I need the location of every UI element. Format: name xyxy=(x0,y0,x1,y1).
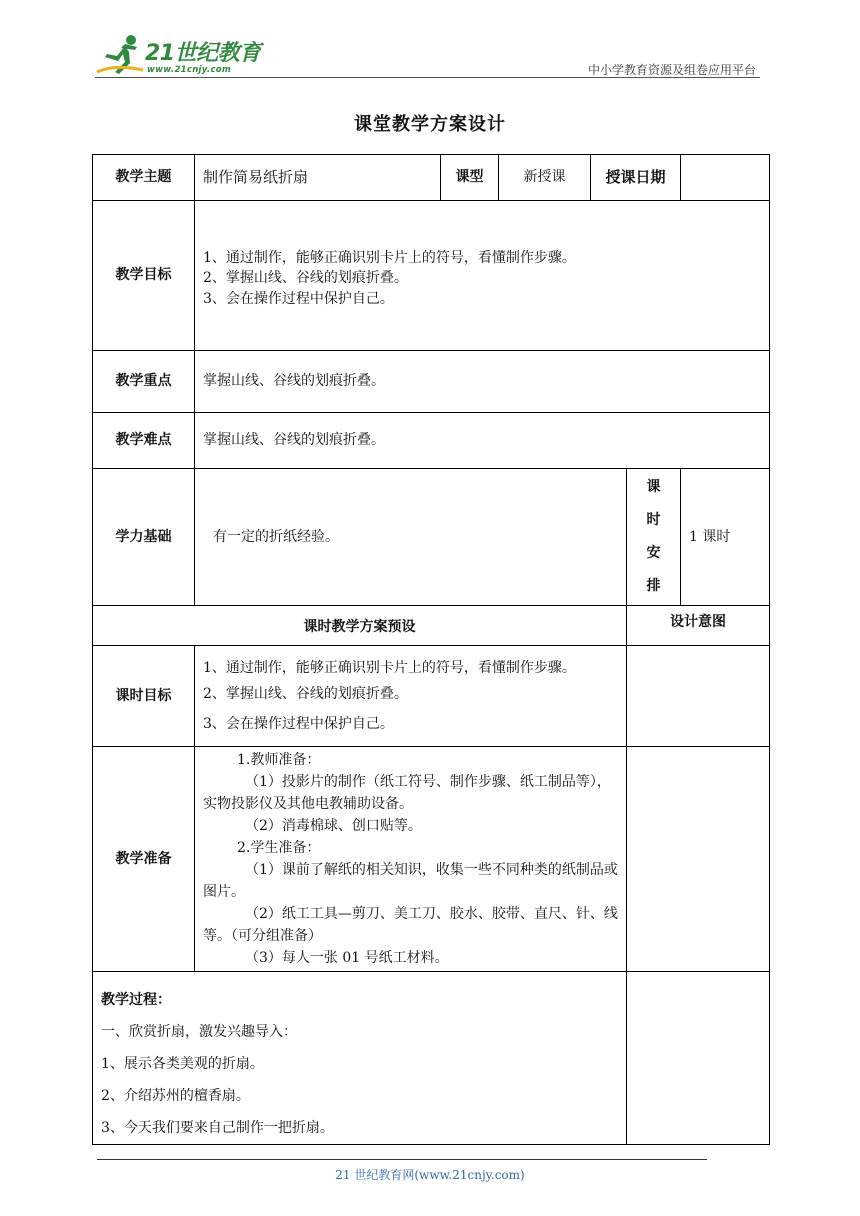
logo-text: 21世纪教育 xyxy=(145,41,261,66)
objectives-row xyxy=(93,201,770,351)
date-value xyxy=(681,155,770,201)
process-heading: 教学过程： xyxy=(101,992,171,1008)
objectives-label: 教学目标 xyxy=(93,201,195,351)
runner-logo-icon xyxy=(95,32,147,76)
preparation-label: 教学准备 xyxy=(93,747,195,972)
difficulties-row xyxy=(93,413,770,469)
difficulties-value: 掌握山线、谷线的划痕折叠。 xyxy=(195,413,770,469)
platform-name: 中小学教育资源及组卷应用平台 xyxy=(587,63,756,77)
type-value: 新授课 xyxy=(499,155,591,201)
preparation-value xyxy=(195,747,627,972)
page-title: 课堂教学方案设计 xyxy=(354,114,506,135)
process-row xyxy=(93,972,770,1145)
foundation-label: 学力基础 xyxy=(93,469,195,606)
preparation-intent xyxy=(627,747,770,972)
foundation-row xyxy=(93,469,770,606)
key-points-value: 掌握山线、谷线的划痕折叠。 xyxy=(195,351,770,413)
topic-label: 教学主题 xyxy=(93,155,195,201)
topic-value: 制作简易纸折扇 xyxy=(195,155,441,201)
hours-label-char: 安 xyxy=(646,545,661,561)
process-line: 1、展示各类美观的折扇。 xyxy=(101,1056,264,1072)
header-divider xyxy=(95,77,760,78)
page-footer: 21 世纪教育网(www.21cnjy.com) xyxy=(335,1168,525,1182)
logo-url: www.21cnjy.com xyxy=(147,65,231,75)
lesson-goals-row xyxy=(93,646,770,747)
prep-line: （2）消毒棉球、创口贴等。 xyxy=(245,818,422,834)
plan-header-row xyxy=(93,606,770,646)
plan-header-left: 课时教学方案预设 xyxy=(93,606,627,646)
lesson-goal-item: 3、会在操作过程中保护自己。 xyxy=(203,715,394,732)
process-intent xyxy=(627,972,770,1145)
page-header xyxy=(95,30,760,80)
lesson-goals-label: 课时目标 xyxy=(93,646,195,747)
difficulties-label: 教学难点 xyxy=(93,413,195,469)
hours-label xyxy=(627,469,681,606)
lesson-goal-item: 1、通过制作，能够正确识别卡片上的符号，看懂制作步骤。 xyxy=(203,659,576,676)
objective-item: 2、掌握山线、谷线的划痕折叠。 xyxy=(203,270,408,287)
hours-label-char: 时 xyxy=(646,512,661,528)
preparation-row xyxy=(93,747,770,972)
prep-line: （3）每人一张 01 号纸工材料。 xyxy=(245,950,449,966)
prep-line: 2.学生准备： xyxy=(237,840,321,856)
prep-line: （1）课前了解纸的相关知识，收集一些不同种类的纸制品或图片。 xyxy=(203,862,618,900)
lesson-plan-table xyxy=(92,154,770,1145)
objectives-value xyxy=(195,201,770,351)
hours-label-char: 排 xyxy=(646,578,661,594)
process-line: 一、欣赏折扇，激发兴趣导入： xyxy=(101,1024,297,1040)
prep-line: （1）投影片的制作（纸工符号、制作步骤、纸工制品等），实物投影仪及其他电教辅助设备。 xyxy=(203,774,611,812)
objective-item: 1、通过制作，能够正确识别卡片上的符号，看懂制作步骤。 xyxy=(203,250,576,267)
logo xyxy=(95,30,265,78)
hours-label-char: 课 xyxy=(646,479,661,495)
foundation-value: 有一定的折纸经验。 xyxy=(195,469,627,606)
lesson-goals-value xyxy=(195,646,627,747)
lesson-goals-intent xyxy=(627,646,770,747)
date-label: 授课日期 xyxy=(591,155,681,201)
lesson-goal-item: 2、掌握山线、谷线的划痕折叠。 xyxy=(203,685,408,702)
key-points-row xyxy=(93,351,770,413)
prep-line: 1.教师准备： xyxy=(237,752,321,768)
objective-item: 3、会在操作过程中保护自己。 xyxy=(203,290,394,307)
process-line: 2、介绍苏州的檀香扇。 xyxy=(101,1088,250,1104)
prep-line: （2）纸工工具—剪刀、美工刀、胶水、胶带、直尺、针、线等。（可分组准备） xyxy=(203,906,618,944)
footer-divider xyxy=(97,1159,707,1160)
key-points-label: 教学重点 xyxy=(93,351,195,413)
process-line: 3、今天我们要来自己制作一把折扇。 xyxy=(101,1120,334,1136)
plan-header-right: 设计意图 xyxy=(627,606,770,646)
type-label: 课型 xyxy=(441,155,499,201)
topic-row xyxy=(93,155,770,201)
process-content xyxy=(93,972,627,1145)
hours-value: 1 课时 xyxy=(681,469,770,606)
